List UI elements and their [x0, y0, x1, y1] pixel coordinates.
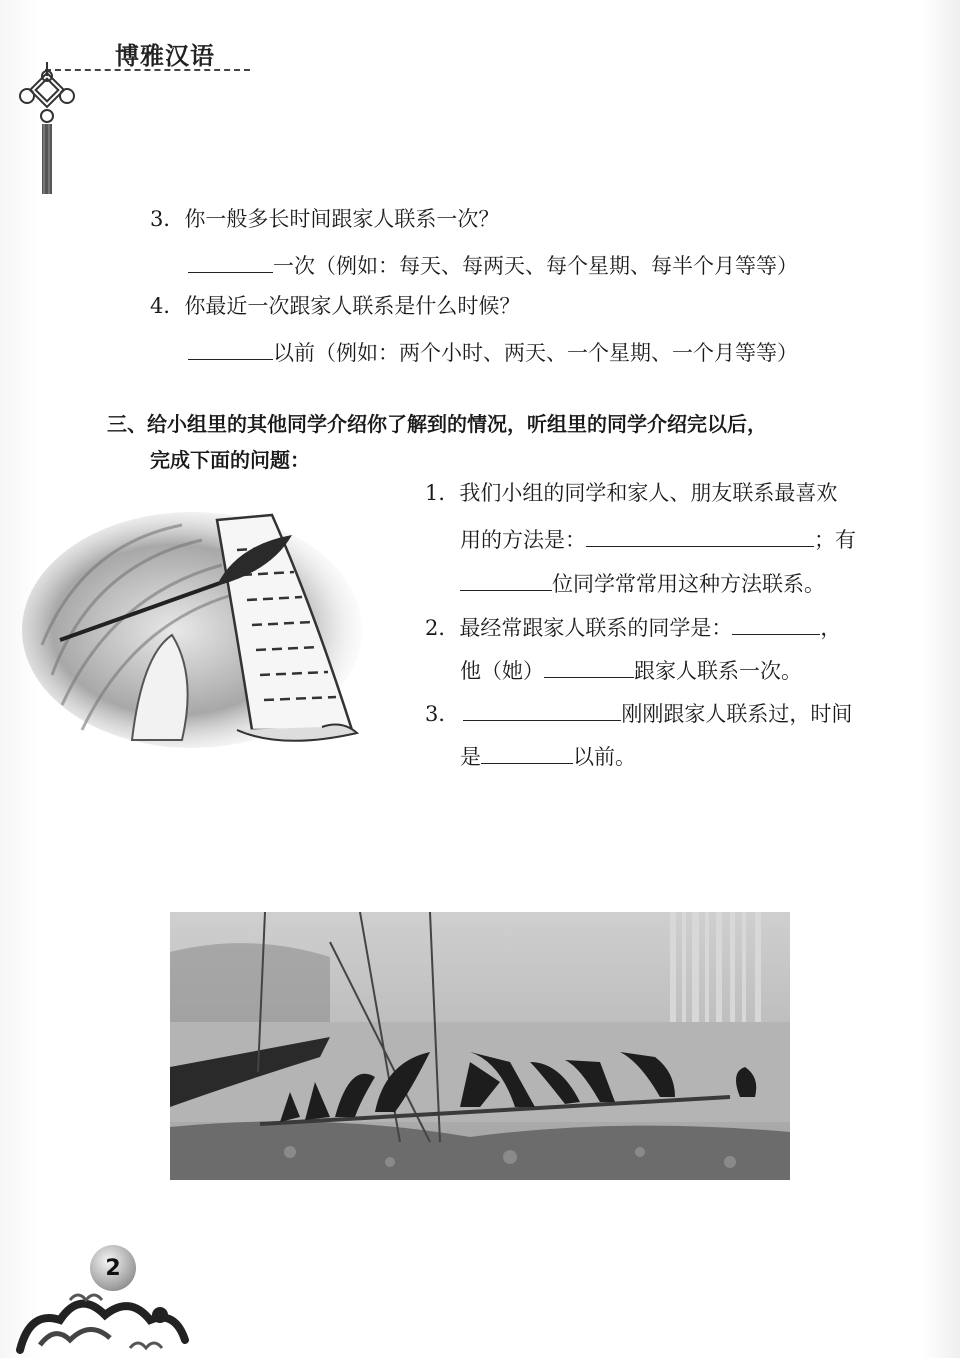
- answer-blank[interactable]: [188, 339, 273, 360]
- item-text: 是: [460, 745, 481, 769]
- item-1-line3: [460, 570, 825, 595]
- page-number: 2: [90, 1245, 136, 1291]
- item-text: ，: [820, 616, 842, 640]
- item-number: 1．: [425, 481, 460, 505]
- chinese-knot-icon: [18, 62, 76, 197]
- item-text: 用的方法是：: [460, 528, 586, 552]
- item-text: 跟家人联系一次。: [634, 659, 802, 683]
- question-number: 4．: [150, 294, 185, 318]
- answer-blank[interactable]: [188, 252, 273, 273]
- question-3: [150, 209, 499, 230]
- section-3-title: 三、给小组里的其他同学介绍你了解到的情况，听组里的同学介绍完以后，: [107, 412, 767, 436]
- item-2-line1: [425, 614, 841, 639]
- question-text: 你最近一次跟家人联系是什么时候？: [184, 294, 521, 318]
- answer-line-4: [188, 339, 798, 364]
- brand-title: 博雅汉语: [115, 42, 215, 70]
- item-1-line1: [425, 483, 837, 504]
- answer-blank[interactable]: [481, 743, 573, 764]
- section-3-title-line2: 完成下面的问题：: [150, 448, 310, 472]
- cormorant-photo: [170, 912, 790, 1180]
- answer-hint: 一次（例如：每天、每两天、每个星期、每半个月等等）: [273, 254, 798, 278]
- answer-blank[interactable]: [463, 700, 621, 721]
- quill-letter-illustration: [22, 505, 394, 750]
- question-text: 你一般多长时间跟家人联系一次？: [184, 207, 500, 231]
- item-text: 以前。: [573, 745, 636, 769]
- item-text: 他（她）: [460, 659, 544, 683]
- answer-blank[interactable]: [586, 526, 814, 547]
- item-3-line2: [460, 743, 636, 768]
- answer-line-3: [188, 252, 798, 277]
- item-1-line2: [460, 526, 856, 551]
- answer-blank[interactable]: [732, 614, 820, 635]
- answer-hint: 以前（例如：两个小时、两天、一个星期、一个月等等）: [273, 341, 798, 365]
- item-number: 3．: [425, 702, 460, 726]
- dragon-icon: [10, 1270, 190, 1358]
- item-3-line1: [425, 700, 852, 725]
- item-text: 刚刚跟家人联系过，时间: [621, 702, 853, 726]
- item-number: 2．: [425, 616, 460, 640]
- item-text: 位同学常常用这种方法联系。: [552, 572, 825, 596]
- item-text: 最经常跟家人联系的同学是：: [459, 616, 733, 640]
- question-number: 3．: [150, 207, 185, 231]
- item-text: 我们小组的同学和家人、朋友联系最喜欢: [459, 481, 838, 505]
- question-4: [150, 296, 520, 317]
- answer-blank[interactable]: [460, 570, 552, 591]
- answer-blank[interactable]: [544, 657, 634, 678]
- item-text: ；有: [814, 528, 856, 552]
- item-2-line2: [460, 657, 802, 682]
